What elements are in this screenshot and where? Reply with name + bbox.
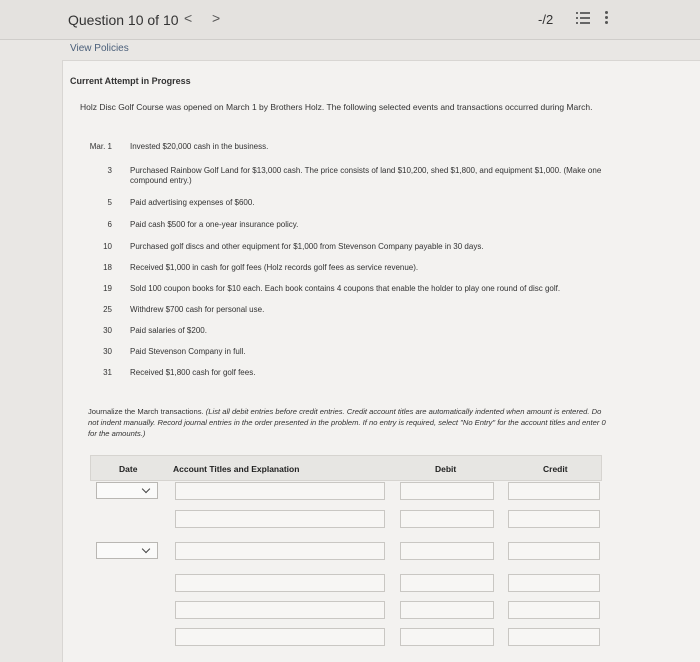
event-date: Mar. 1 — [89, 142, 112, 151]
credit-header: Credit — [543, 464, 568, 474]
more-options-icon[interactable] — [605, 11, 609, 25]
event-text: Paid cash $500 for a one-year insurance policy. — [130, 220, 299, 229]
instructions — [88, 406, 608, 439]
event-date: 19 — [103, 284, 112, 293]
account-header: Account Titles and Explanation — [173, 464, 300, 474]
event-date: 30 — [103, 347, 112, 356]
event-date: 18 — [103, 263, 112, 272]
event-text: Paid salaries of $200. — [130, 326, 207, 335]
event-date: 25 — [103, 305, 112, 314]
attempt-status: Current Attempt in Progress — [70, 76, 191, 86]
account-title-input[interactable] — [175, 601, 385, 619]
debit-header: Debit — [435, 464, 457, 474]
event-date: 6 — [107, 220, 112, 229]
date-select[interactable] — [96, 482, 158, 499]
event-text: Purchased Rainbow Golf Land for $13,000 cash. The price consists of land $10,200, shed $1,800, and equipment $1,000. (Make one compound entry.) — [130, 166, 602, 185]
account-title-input[interactable] — [175, 482, 385, 500]
event-date: 30 — [103, 326, 112, 335]
debit-input[interactable] — [400, 628, 494, 646]
credit-input[interactable] — [508, 628, 600, 646]
score-display: -/2 — [538, 12, 554, 27]
question-list-icon[interactable] — [576, 12, 590, 24]
account-title-input[interactable] — [175, 510, 385, 528]
credit-input[interactable] — [508, 601, 600, 619]
date-select[interactable] — [96, 542, 158, 559]
credit-input[interactable] — [508, 574, 600, 592]
credit-input[interactable] — [508, 482, 600, 500]
previous-question-button[interactable]: < — [184, 10, 193, 26]
event-date: 3 — [107, 166, 112, 175]
view-policies-link[interactable]: View Policies — [70, 43, 129, 54]
next-question-button[interactable]: > — [212, 10, 221, 26]
debit-input[interactable] — [400, 574, 494, 592]
event-text: Sold 100 coupon books for $10 each. Each book contains 4 coupons that enable the holder to play one round of disc golf. — [130, 284, 561, 293]
instructions-emphasis: (List all debit entries before credit entries. Credit account titles are automatically indented when amount is entered. Do not indent manually. Record journal entries in the order presented in the problem. If no entry is required, select "No Entry" for the account titles and enter 0 for the amounts.) — [88, 407, 606, 438]
chevron-down-icon — [142, 485, 150, 493]
event-text: Received $1,800 cash for golf fees. — [130, 368, 256, 377]
chevron-down-icon — [142, 545, 150, 553]
account-title-input[interactable] — [175, 574, 385, 592]
top-bar — [0, 0, 700, 40]
event-date: 31 — [103, 368, 112, 377]
journal-table-header — [90, 455, 602, 481]
debit-input[interactable] — [400, 510, 494, 528]
credit-input[interactable] — [508, 510, 600, 528]
event-text: Invested $20,000 cash in the business. — [130, 142, 269, 151]
instructions-lead: Journalize the March transactions. — [88, 407, 204, 416]
debit-input[interactable] — [400, 601, 494, 619]
account-title-input[interactable] — [175, 542, 385, 560]
event-text: Purchased golf discs and other equipment for $1,000 from Stevenson Company payable in 30 days. — [130, 242, 484, 251]
event-text: Paid Stevenson Company in full. — [130, 347, 246, 356]
debit-input[interactable] — [400, 542, 494, 560]
credit-input[interactable] — [508, 542, 600, 560]
question-title: Question 10 of 10 — [68, 12, 179, 28]
event-date: 5 — [107, 198, 112, 207]
problem-intro: Holz Disc Golf Course was opened on March 1 by Brothers Holz. The following selected events and transactions occurred during March. — [80, 102, 593, 112]
event-text: Withdrew $700 cash for personal use. — [130, 305, 265, 314]
date-header: Date — [119, 464, 138, 474]
debit-input[interactable] — [400, 482, 494, 500]
account-title-input[interactable] — [175, 628, 385, 646]
event-date: 10 — [103, 242, 112, 251]
event-text: Received $1,000 in cash for golf fees (Holz records golf fees as service revenue). — [130, 263, 419, 272]
event-text: Paid advertising expenses of $600. — [130, 198, 255, 207]
